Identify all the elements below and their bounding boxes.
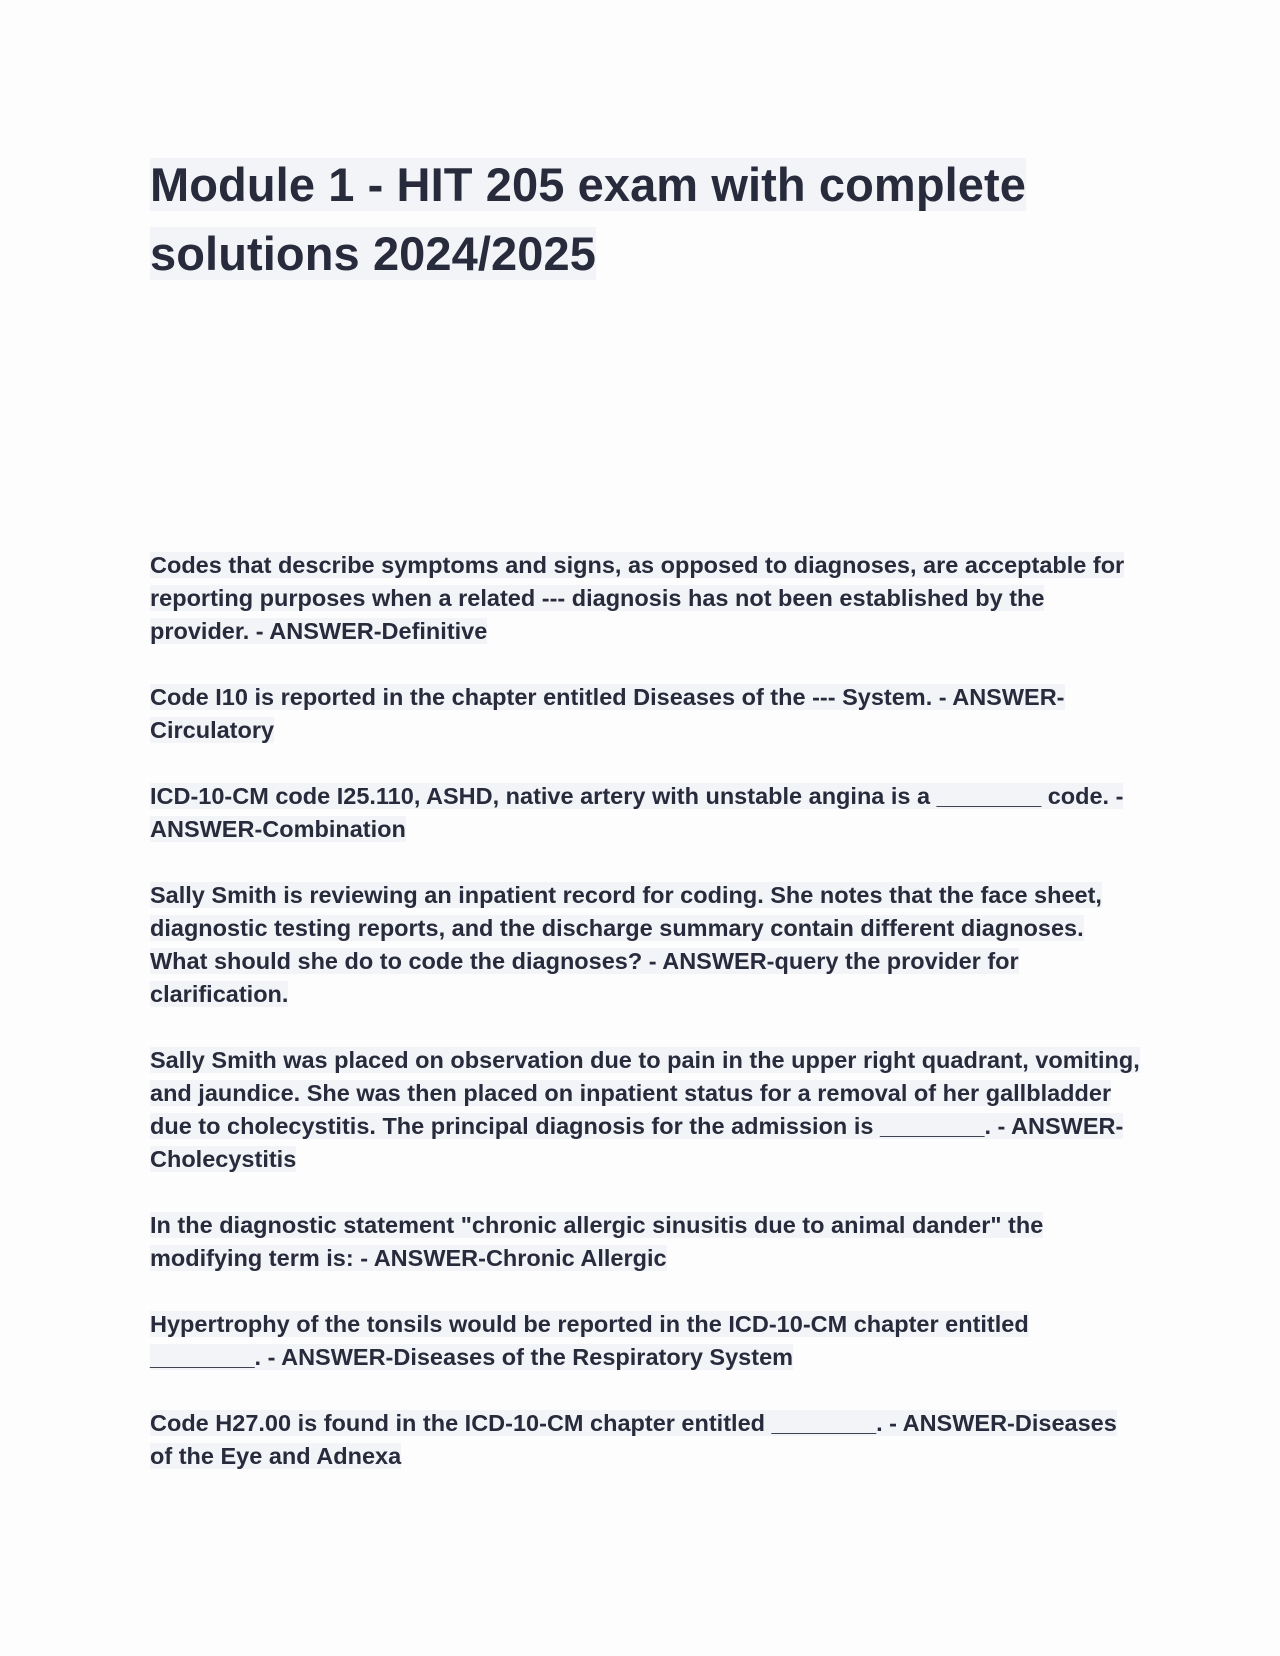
qa-item-text: Sally Smith is reviewing an inpatient record for coding. She notes that the face sheet, diagnostic testing reports, and the discharge summary contain different diagnoses. What should she do to code the diagnoses? - ANSWER-query the provider for clarification.: [150, 882, 1102, 1007]
qa-item: [150, 549, 1140, 648]
qa-item-text: Code I10 is reported in the chapter entitled Diseases of the --- System. - ANSWER-Circulatory: [150, 684, 1065, 743]
qa-item-text: ICD-10-CM code I25.110, ASHD, native artery with unstable angina is a ________ code. - ANSWER-Combination: [150, 783, 1124, 842]
document-header: [150, 150, 1140, 288]
document-title: [150, 150, 1140, 288]
document-title-text: Module 1 - HIT 205 exam with complete solutions 2024/2025: [150, 158, 1027, 280]
qa-item-text: Hypertrophy of the tonsils would be reported in the ICD-10-CM chapter entitled ________. - ANSWER-Diseases of the Respiratory System: [150, 1311, 1029, 1370]
qa-item: [150, 780, 1140, 846]
qa-item: [150, 681, 1140, 747]
qa-item-text: Codes that describe symptoms and signs, as opposed to diagnoses, are acceptable for reporting purposes when a related --- diagnosis has not been established by the provider. - ANSWER-Definitive: [150, 552, 1125, 644]
qa-item: [150, 1044, 1140, 1176]
qa-item: [150, 1308, 1140, 1374]
qa-list: [150, 549, 1140, 1506]
qa-item-text: Code H27.00 is found in the ICD-10-CM chapter entitled ________. - ANSWER-Diseases of the Eye and Adnexa: [150, 1410, 1117, 1469]
qa-item: [150, 879, 1140, 1011]
qa-item: [150, 1209, 1140, 1275]
qa-item: [150, 1407, 1140, 1473]
qa-item-text: Sally Smith was placed on observation due to pain in the upper right quadrant, vomiting, and jaundice. She was then placed on inpatient status for a removal of her gallbladder due to cholecystitis. The principal diagnosis for the admission is ________. - ANSWER-Cholecystitis: [150, 1047, 1140, 1172]
qa-item-text: In the diagnostic statement "chronic allergic sinusitis due to animal dander" the modifying term is: - ANSWER-Chronic Allergic: [150, 1212, 1044, 1271]
